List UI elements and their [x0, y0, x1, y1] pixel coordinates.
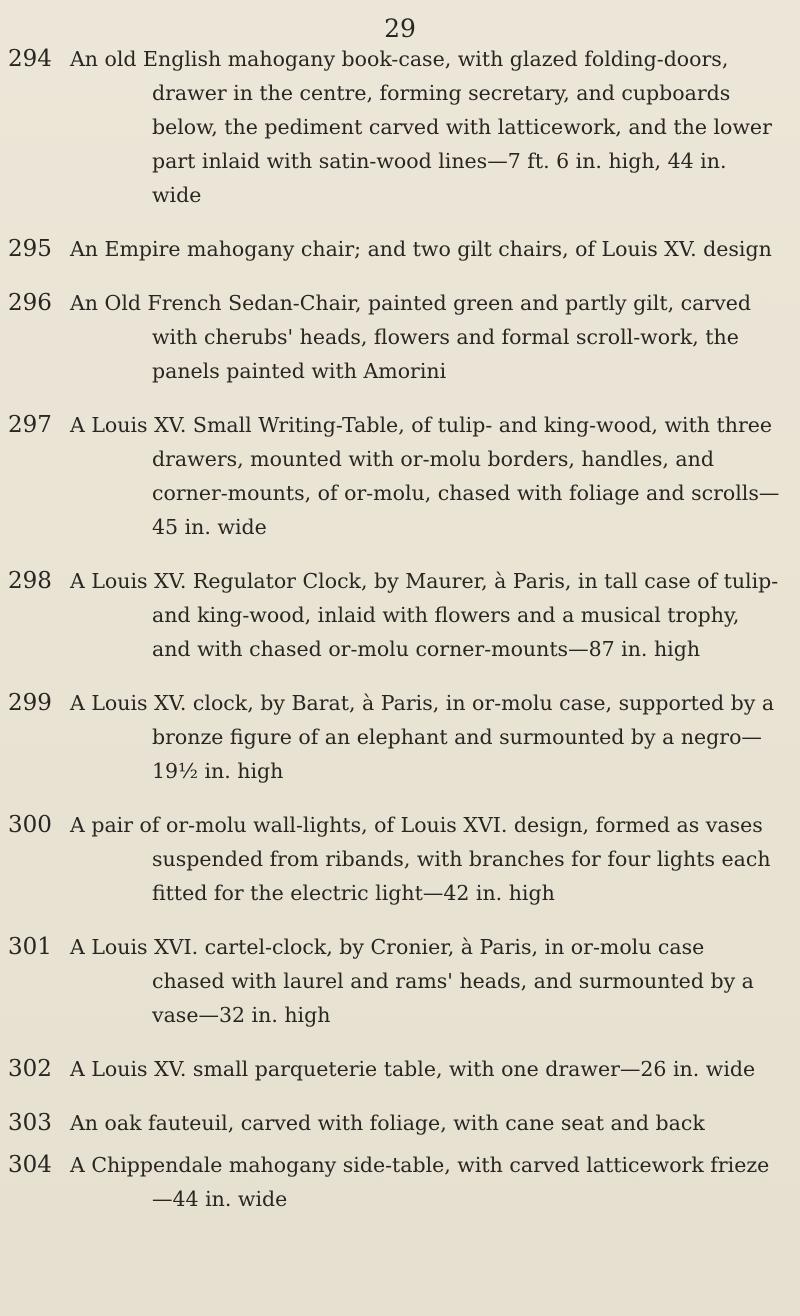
- page-number: 29: [384, 14, 416, 43]
- lot-entry: [0, 286, 800, 388]
- lot-description: A pair of or-molu wall-lights, of Louis XVI. design, formed as vases suspended from ribands, with branches for four lights each fitted for the electric light—42 in. high: [70, 813, 771, 905]
- lot-description: An Old French Sedan-Chair, painted green and partly gilt, carved with cherubs' heads, flowers and formal scroll-work, the panels painted with Amorini: [70, 291, 751, 383]
- lot-description: An old English mahogany book-case, with glazed folding-doors, drawer in the centre, forming secretary, and cupboards below, the pediment carved with latticework, and the lower part inlaid with satin-wood lines—7 ft. 6 in. high, 44 in. wide: [70, 47, 772, 207]
- lot-description: A Louis XV. small parqueterie table, with one drawer—26 in. wide: [70, 1057, 756, 1081]
- lot-entry: [0, 408, 800, 544]
- lot-number: 297: [8, 412, 52, 438]
- lot-entry: [0, 42, 800, 212]
- lot-number: 302: [8, 1056, 52, 1082]
- lot-entry: [0, 686, 800, 788]
- lot-list: [0, 42, 800, 1236]
- lot-entry: [0, 930, 800, 1032]
- lot-description: A Louis XV. Regulator Clock, by Maurer, à Paris, in tall case of tulip- and king-wood, inlaid with flowers and a musical trophy, and with chased or-molu corner-mounts—87 in. high: [70, 569, 779, 661]
- lot-description: An Empire mahogany chair; and two gilt chairs, of Louis XV. design: [70, 237, 772, 261]
- lot-entry: [0, 1148, 800, 1216]
- lot-entry: [0, 564, 800, 666]
- lot-entry: [0, 1052, 800, 1086]
- lot-number: 298: [8, 568, 52, 594]
- lot-description: A Chippendale mahogany side-table, with carved latticework frieze—44 in. wide: [70, 1153, 770, 1211]
- lot-number: 300: [8, 812, 52, 838]
- lot-number: 294: [8, 46, 52, 72]
- lot-description: A Louis XVI. cartel-clock, by Cronier, à Paris, in or-molu case chased with laurel and rams' heads, and surmounted by a vase—32 in. high: [70, 935, 754, 1027]
- lot-entry: [0, 1106, 800, 1140]
- lot-description: An oak fauteuil, carved with foliage, with cane seat and back: [70, 1111, 705, 1135]
- lot-entry: [0, 232, 800, 266]
- lot-description: A Louis XV. Small Writing-Table, of tulip- and king-wood, with three drawers, mounted with or-molu borders, handles, and corner-mounts, of or-molu, chased with foliage and scrolls—45 in. wide: [70, 413, 780, 539]
- lot-entry: [0, 808, 800, 910]
- lot-number: 304: [8, 1152, 52, 1178]
- lot-number: 301: [8, 934, 52, 960]
- lot-number: 295: [8, 236, 52, 262]
- lot-description: A Louis XV. clock, by Barat, à Paris, in or-molu case, supported by a bronze figure of an elephant and surmounted by a negro—19½ in. high: [70, 691, 775, 783]
- lot-number: 296: [8, 290, 52, 316]
- lot-number: 303: [8, 1110, 52, 1136]
- lot-number: 299: [8, 690, 52, 716]
